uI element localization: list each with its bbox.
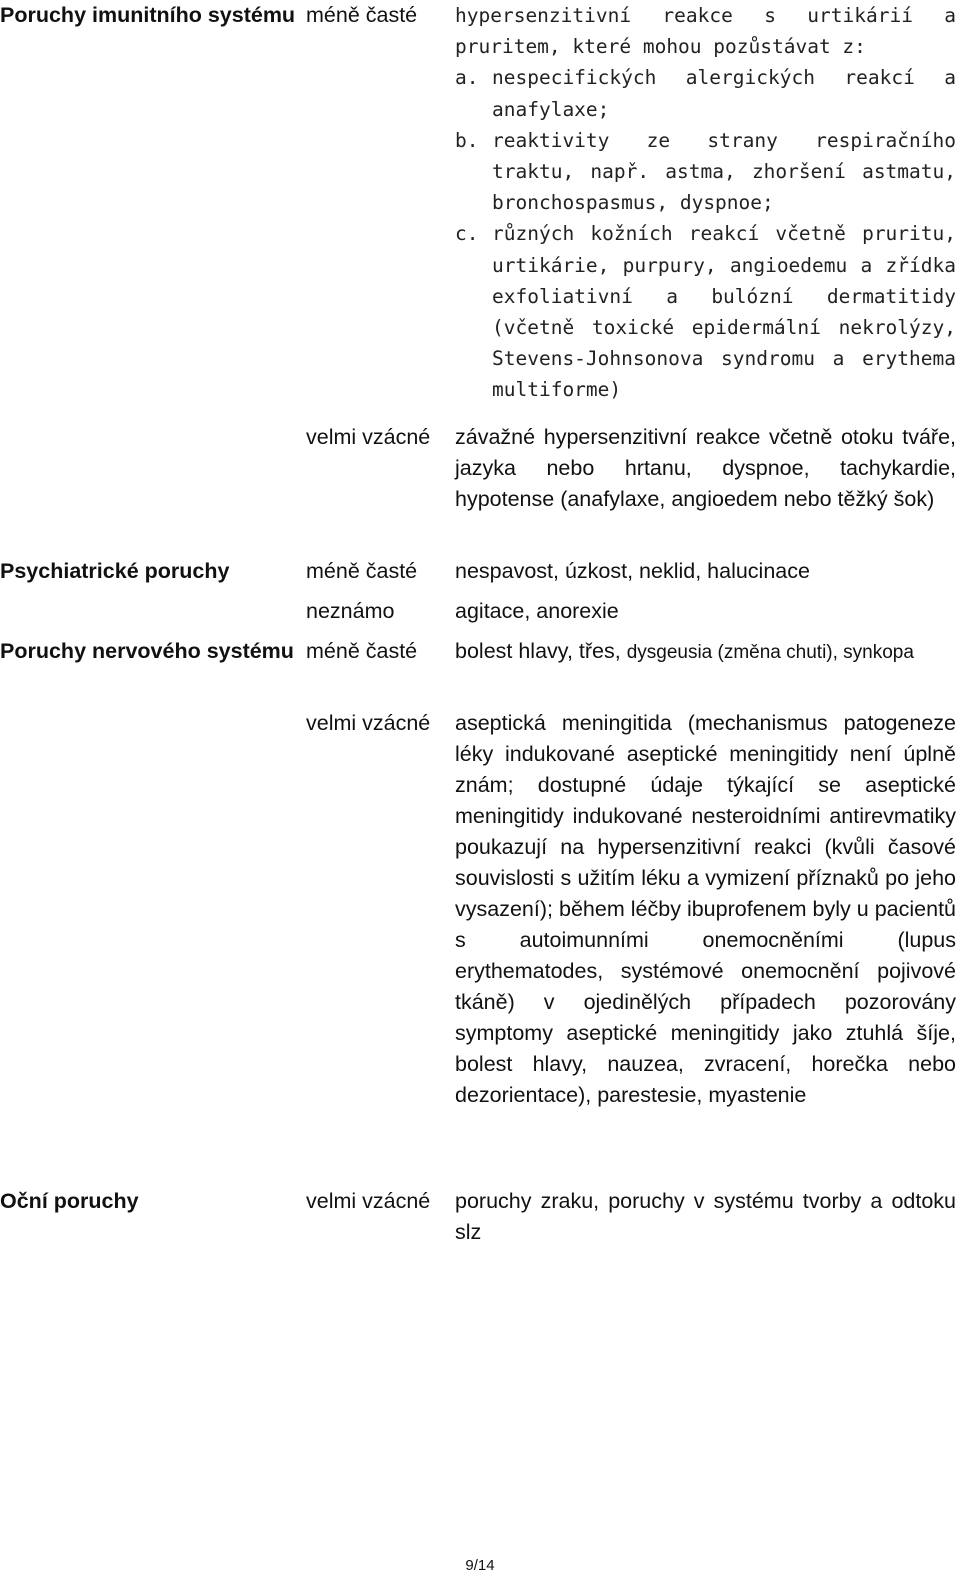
organ-class-label: Poruchy nervového systému <box>0 639 294 663</box>
adverse-reaction-description: závažné hypersenzitivní reakce včetně otoku tváře, jazyka nebo hrtanu, dyspnoe, tachykardie, hypotense (anafylaxe, angioedem nebo těžký šok) <box>455 425 956 511</box>
description-main-text: bolest hlavy, třes, <box>455 639 621 663</box>
list-item <box>455 62 956 124</box>
frequency-label: méně časté <box>306 559 418 583</box>
organ-class-label: Psychiatrické poruchy <box>0 559 230 583</box>
list-item-text: reaktivity ze strany respiračního traktu, např. astma, zhoršení astmatu, bronchospasmus, dyspnoe; <box>492 128 956 215</box>
adverse-reaction-description: agitace, anorexie <box>455 599 619 623</box>
list-item-marker: c. <box>455 222 479 246</box>
frequency-label: méně časté <box>306 3 418 27</box>
frequency-label: velmi vzácné <box>306 711 431 735</box>
adverse-reaction-description <box>455 0 956 406</box>
adverse-reaction-description: nespavost, úzkost, neklid, halucinace <box>455 559 810 583</box>
list-item <box>455 125 956 219</box>
description-small-text: dysgeusia (změna chuti), synkopa <box>626 642 914 663</box>
reaction-intro: hypersenzitivní reakce s urtikárií a pruritem, které mohou pozůstávat z: <box>455 4 956 59</box>
frequency-label: velmi vzácné <box>306 425 431 449</box>
frequency-label: velmi vzácné <box>306 1189 431 1213</box>
organ-class-label: Poruchy imunitního systému <box>0 3 296 27</box>
list-item-text: nespecifických alergických reakcí a anafylaxe; <box>492 66 956 121</box>
list-item-marker: b. <box>455 128 479 152</box>
list-item <box>455 218 956 405</box>
frequency-label: neznámo <box>306 599 395 623</box>
organ-class-label: Oční poruchy <box>0 1189 139 1213</box>
reaction-sublist <box>455 62 956 405</box>
adverse-reaction-description: poruchy zraku, poruchy v systému tvorby a odtoku slz <box>455 1189 956 1244</box>
adverse-reaction-description <box>455 636 956 668</box>
list-item-text: různých kožních reakcí včetně pruritu, urtikárie, purpury, angioedemu a zřídka exfoliativní a bulózní dermatitidy (včetně toxické epidermální nekrolýzy, Stevens-Johnsonova syndromu a erythema multiforme) <box>492 222 956 402</box>
page-number: 9/14 <box>465 1557 495 1574</box>
adverse-reaction-description: aseptická meningitida (mechanismus patogeneze léky indukované aseptické meningitidy není úplně znám; dostupné údaje týkající se aseptické meningitidy indukované nesteroidními antirevmatiky poukazují na hypersenzitivní reakci (kvůli časové souvislosti s užitím léku a vymizení příznaků po jeho vysazení); během léčby ibuprofenem byly u pacientů s autoimunními onemocněními (lupus erythematodes, systémové onemocnění pojivové tkáně) v ojedinělých případech pozorovány symptomy aseptické meningitidy jako ztuhlá šíje, bolest hlavy, nauzea, zvracení, horečka nebo dezorientace), parestesie, myastenie <box>455 711 956 1107</box>
frequency-label: méně časté <box>306 639 418 663</box>
list-item-marker: a. <box>455 66 479 90</box>
